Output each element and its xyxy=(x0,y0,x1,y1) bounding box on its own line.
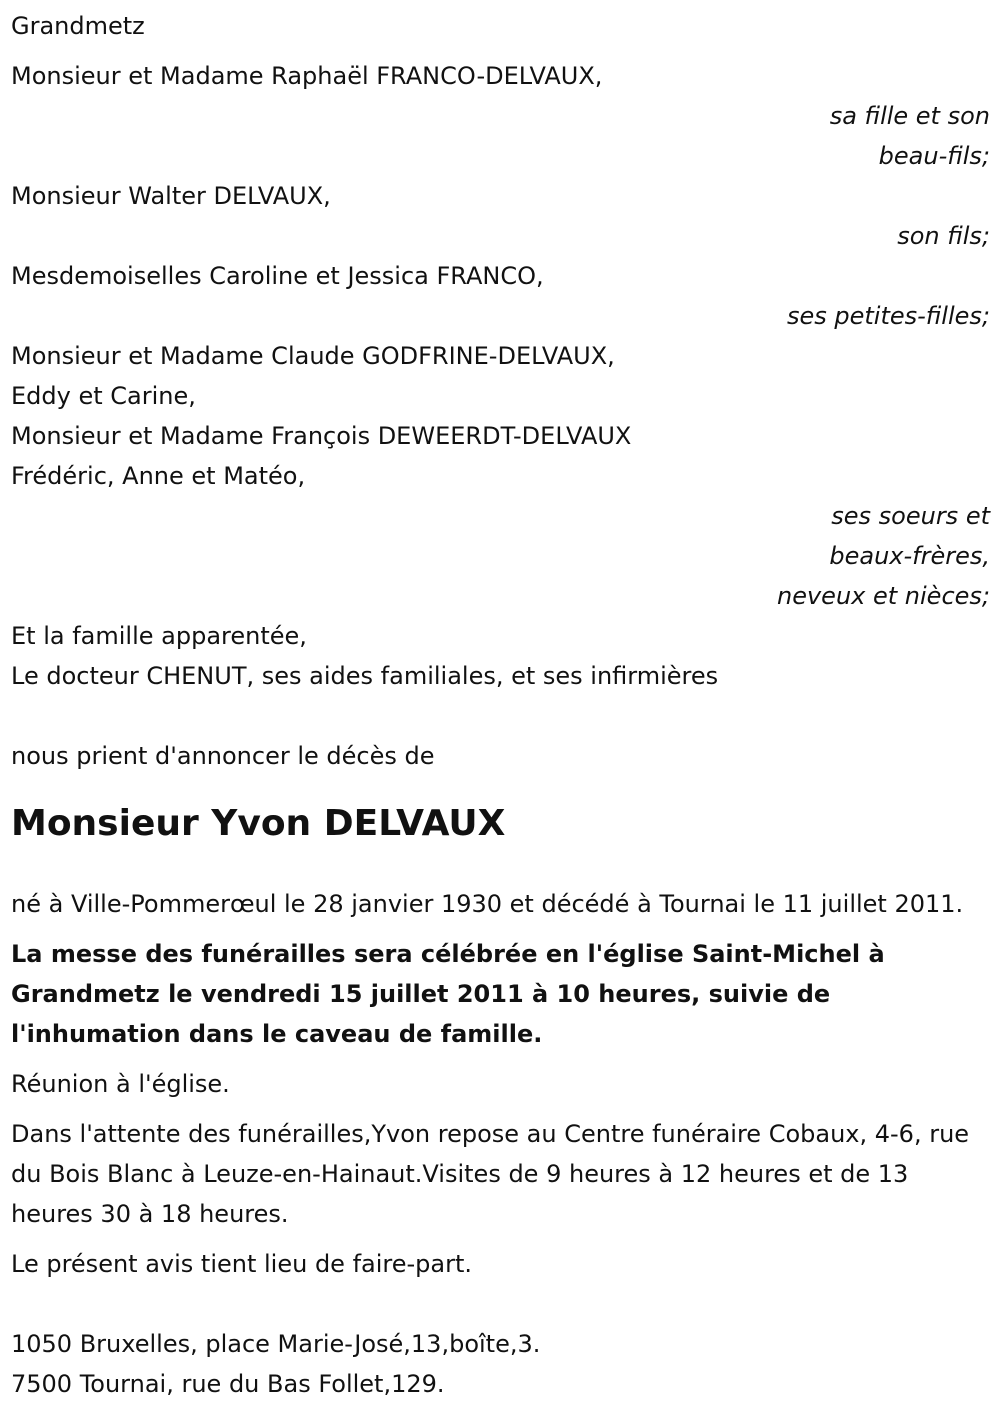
notice-text: Le présent avis tient lieu de faire-part. xyxy=(11,1250,473,1278)
family-member-line: Monsieur et Madame Claude GODFRINE-DELVAUX, xyxy=(11,342,615,370)
family-relation: beaux-frères, xyxy=(829,542,990,570)
address-line: 1050 Bruxelles, place Marie-José,13,boîte,3. xyxy=(11,1330,541,1358)
family-relation: ses soeurs et xyxy=(831,502,990,530)
family-relation: neveux et nièces; xyxy=(777,582,990,610)
family-relation: ses petites-filles; xyxy=(786,302,990,330)
family-relation: son fils; xyxy=(897,222,990,250)
family-member-line: Monsieur et Madame François DEWEERDT-DELVAUX xyxy=(11,422,632,450)
family-relation: beau-fils; xyxy=(878,142,990,170)
deceased-name: Monsieur Yvon DELVAUX xyxy=(11,803,506,844)
family-group xyxy=(11,56,990,176)
family-member-line: Eddy et Carine, xyxy=(11,382,196,410)
family-group xyxy=(11,176,990,256)
funeral-details: La messe des funérailles sera célébrée en l'église Saint-Michel à Grandmetz le vendredi 15 juillet 2011 à 10 heures, suivie de l'inhumation dans le caveau de famille. xyxy=(11,940,885,1048)
birth-death-text: né à Ville-Pommerœul le 28 janvier 1930 et décédé à Tournai le 11 juillet 2011. xyxy=(11,890,964,918)
announcement-text: nous prient d'annoncer le décès de xyxy=(11,742,435,770)
visits-text: Dans l'attente des funérailles,Yvon repose au Centre funéraire Cobaux, 4-6, rue du Bois Blanc à Leuze-en-Hainaut.Visites de 9 heures à 12 heures et de 13 heures 30 à 18 heures. xyxy=(11,1120,970,1228)
family-member-line: Monsieur Walter DELVAUX, xyxy=(11,182,331,210)
reunion-text: Réunion à l'église. xyxy=(11,1070,230,1098)
family-group xyxy=(11,256,990,336)
family-relation: sa fille et son xyxy=(829,102,990,130)
family-member-line: Frédéric, Anne et Matéo, xyxy=(11,462,306,490)
place-heading: Grandmetz xyxy=(11,12,145,40)
family-member-line: Mesdemoiselles Caroline et Jessica FRANCO, xyxy=(11,262,544,290)
address-line: 7500 Tournai, rue du Bas Follet,129. xyxy=(11,1370,445,1398)
other-mourners-line: Et la famille apparentée, xyxy=(11,622,307,650)
other-mourners-line: Le docteur CHENUT, ses aides familiales, et ses infirmières xyxy=(11,662,719,690)
family-member-line: Monsieur et Madame Raphaël FRANCO-DELVAUX, xyxy=(11,62,603,90)
family-group xyxy=(11,336,990,616)
